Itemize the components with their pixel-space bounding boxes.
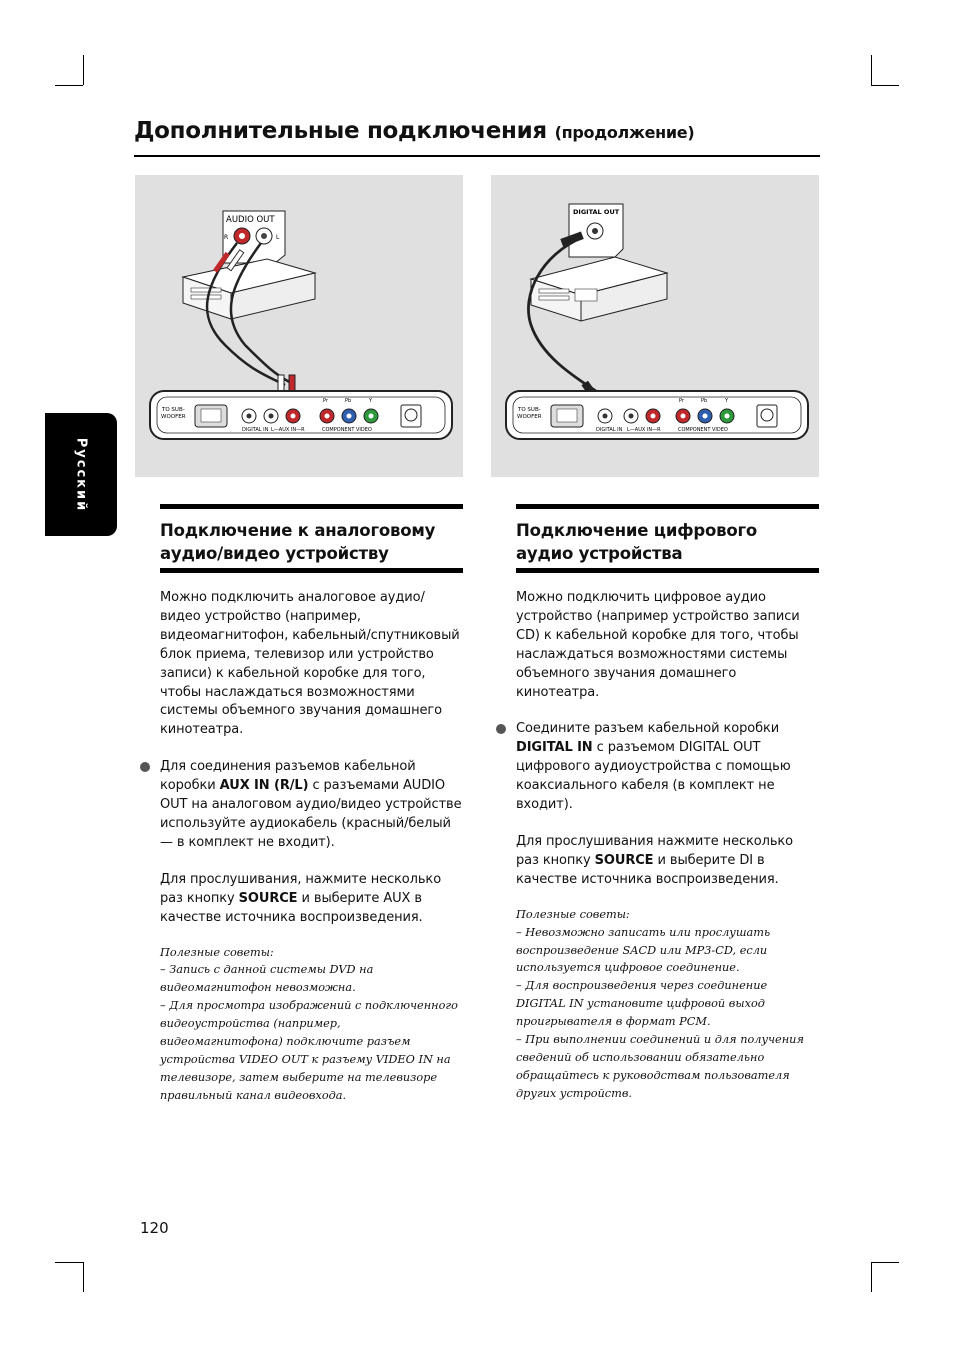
analog-section xyxy=(160,504,463,1105)
bullet-text: с разъемом DIGITAL OUT цифрового аудиоустройства с помощью коаксиального кабеля (в комплект не входит). xyxy=(516,740,791,813)
tip: – Невозможно записать или прослушать воспроизведение SACD или MP3-CD, если используется цифровое соединение. xyxy=(516,925,771,975)
listen-text: Для прослушивания, нажмите несколько раз кнопку xyxy=(160,871,442,906)
bullet-item xyxy=(160,758,463,853)
crop-mark xyxy=(83,55,84,85)
listen-paragraph xyxy=(160,871,463,928)
woofer-label: WOOFER xyxy=(517,414,542,420)
crop-mark xyxy=(871,1262,899,1263)
language-tab-label: Русский xyxy=(73,437,89,512)
component-video-label: COMPONENT VIDEO xyxy=(322,427,372,433)
sub-label: TO SUB- xyxy=(518,407,541,413)
page-title xyxy=(134,118,820,144)
y-label: Y xyxy=(369,398,373,404)
page-title-main: Дополнительные подключения xyxy=(134,118,547,144)
section-title-line: аудио устройства xyxy=(516,544,683,563)
section-rule xyxy=(516,504,819,509)
page-title-subtitle: (продолжение) xyxy=(554,123,695,142)
crop-mark xyxy=(871,55,872,85)
bullet-text: Для соединения разъемов кабельной коробки xyxy=(160,759,416,794)
section-rule xyxy=(160,504,463,509)
bullet-text: Соедините разъем кабельной коробки xyxy=(516,721,780,737)
bullet-text: с разъемами AUDIO OUT на аналоговом аудио/видео устройстве используйте аудиокабель (красный/белый — в комплект не входит). xyxy=(160,778,462,850)
title-rule xyxy=(134,155,820,157)
button-name: SOURCE xyxy=(594,852,654,868)
button-name: SOURCE xyxy=(238,890,298,906)
digital-in-label: DIGITAL IN xyxy=(242,427,269,433)
listen-text: Для прослушивания нажмите несколько раз кнопку xyxy=(516,833,794,868)
pr-label: Pr xyxy=(323,398,328,404)
intro-paragraph: Можно подключить аналоговое аудио/видео устройство (например, видеомагнитофон, кабельный/спутниковый блок приема, телевизор или устройство записи) к кабельной коробке для того, чтобы наслаждаться возможностями системы объемного звучания домашнего кинотеатра. xyxy=(160,590,460,738)
bullet-item xyxy=(516,720,819,815)
intro-paragraph: Можно подключить цифровое аудио устройство (например устройство записи CD) к кабельной коробке для того, чтобы наслаждаться возможностями системы объемного звучания домашнего кинотеатра. xyxy=(516,590,800,700)
section-title-line: Подключение к аналоговому xyxy=(160,521,436,540)
bullet-icon xyxy=(140,762,150,772)
tips-heading: Полезные советы: xyxy=(516,907,630,921)
analog-connection-diagram xyxy=(135,175,463,477)
bullet-icon xyxy=(496,724,506,734)
digital-in-label: DIGITAL IN xyxy=(596,427,623,433)
woofer-label: WOOFER xyxy=(161,414,186,420)
component-video-label: COMPONENT VIDEO xyxy=(678,427,728,433)
crop-mark xyxy=(55,1262,83,1263)
pb-label: Pb xyxy=(345,398,352,404)
sub-label: TO SUB- xyxy=(162,407,185,413)
y-label: Y xyxy=(725,398,729,404)
section-title-line: аудио/видео устройству xyxy=(160,544,389,563)
listen-paragraph xyxy=(516,833,819,890)
tip: – При выполнении соединений и для получения сведений об использовании обязательно обращайтесь к руководствам пользователя других устройств. xyxy=(516,1033,804,1100)
crop-mark xyxy=(55,85,83,86)
tips-heading: Полезные советы: xyxy=(160,945,274,959)
connector-name: AUX IN (R/L) xyxy=(219,778,309,794)
listen-text: и выберите DI в качестве источника воспроизведения. xyxy=(516,852,779,887)
digital-section xyxy=(516,504,819,1103)
section-title xyxy=(160,519,463,565)
connector-name: DIGITAL IN xyxy=(516,740,593,756)
section-title-line: Подключение цифрового xyxy=(516,521,758,540)
section-rule xyxy=(160,568,463,573)
listen-text: и выберите AUX в качестве источника воспроизведения. xyxy=(160,890,423,925)
tip: – Запись с данной системы DVD на видеомагнитофон невозможна. xyxy=(160,963,374,995)
language-tab xyxy=(45,413,117,536)
aux-in-label: L—AUX IN—R xyxy=(271,427,305,433)
r-label: R xyxy=(224,234,229,241)
page-number: 120 xyxy=(140,1219,169,1237)
crop-mark xyxy=(871,1262,872,1292)
pr-label: Pr xyxy=(679,398,684,404)
tip: – Для воспроизведения через соединение DIGITAL IN установите цифровой выход проигрывателя в формат PCM. xyxy=(516,979,768,1029)
l-label: L xyxy=(276,234,280,241)
digital-out-label: DIGITAL OUT xyxy=(573,208,620,216)
audio-out-label: AUDIO OUT xyxy=(226,215,275,225)
crop-mark xyxy=(83,1262,84,1292)
aux-in-label: L—AUX IN—R xyxy=(627,427,661,433)
pb-label: Pb xyxy=(701,398,708,404)
digital-connection-diagram xyxy=(491,175,819,477)
tip: – Для просмотра изображений с подключенного видеоустройства (например, видеомагнитофона) подключите разъем устройства VIDEO OUT к разъему VIDEO IN на телевизоре, затем выберите на телевизоре правильный канал видеовхода. xyxy=(160,999,458,1102)
figure-analog-connection xyxy=(135,175,463,477)
crop-mark xyxy=(871,85,899,86)
section-title xyxy=(516,519,819,565)
figure-digital-connection xyxy=(491,175,819,477)
section-rule xyxy=(516,568,819,573)
